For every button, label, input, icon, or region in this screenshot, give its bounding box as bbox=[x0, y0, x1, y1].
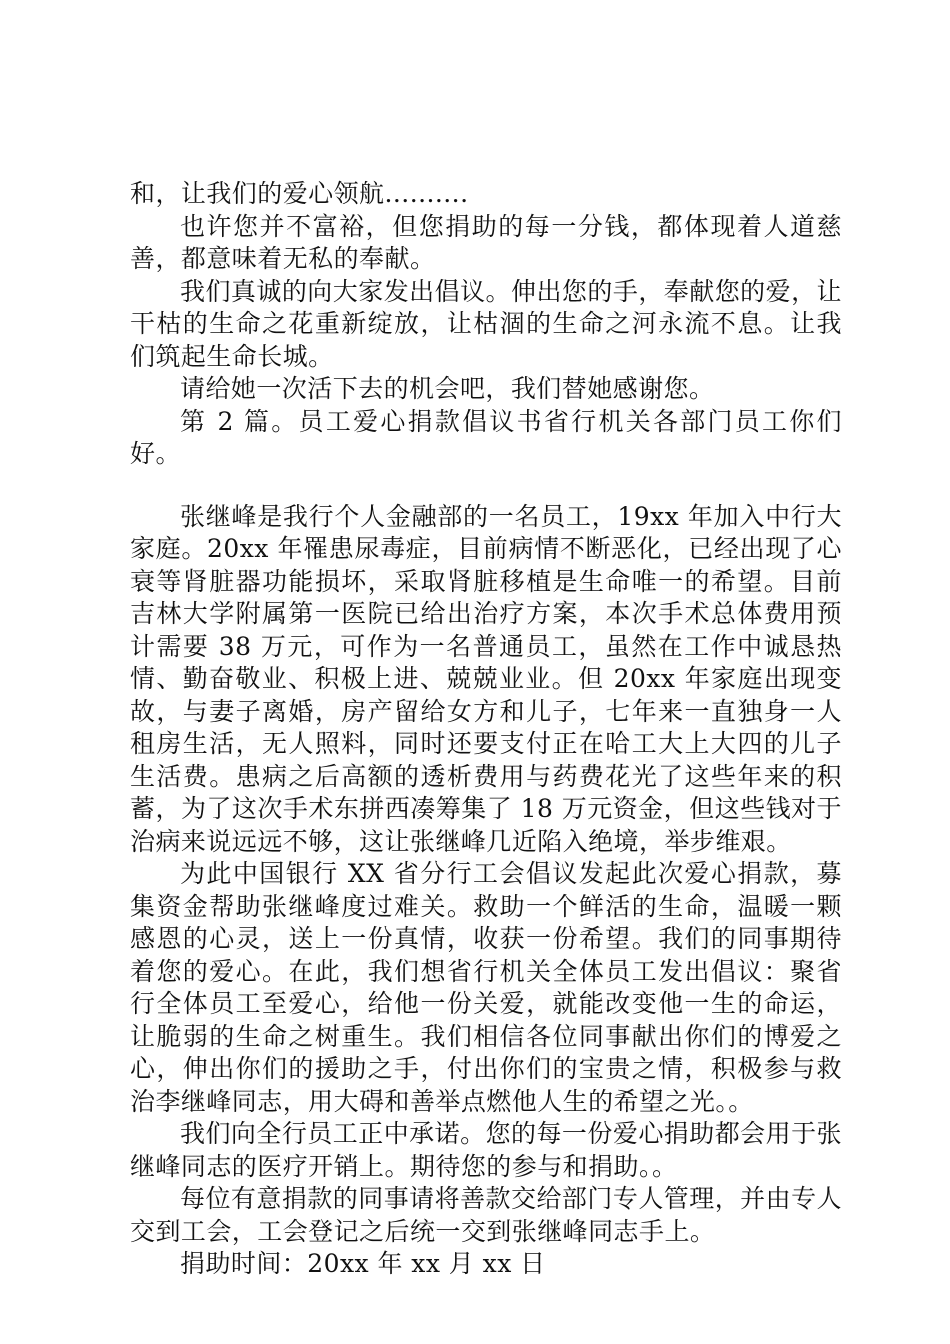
paragraph-continuation: 和，让我们的爱心领航.......... bbox=[130, 179, 469, 208]
paragraph-initiative: 为此中国银行 XX 省分行工会倡议发起此次爱心捐款，募集资金帮助张继峰度过难关。救助一个鲜活的生命，温暖一颗感恩的心灵，送上一份真情，收获一份希望。我们的同事期待着您的爱心。在此，我们想省行机关全体员工发出倡议：聚省行全体员工至爱心，给他一份关爱，就能改变他一生的命运，让脆弱的生命之树重生。我们相信各位同事献出你们的博爱之心，伸出你们的援助之手，付出你们的宝贵之情，积极参与救治李继峰同志，用大碍和善举点燃他人生的希望之光。。 bbox=[130, 859, 842, 1116]
paragraph-donation-meaning: 也许您并不富裕，但您捐助的每一分钱，都体现着人道慈善，都意味着无私的奉献。 bbox=[130, 211, 842, 273]
paragraph-thanks: 请给她一次活下去的机会吧，我们替她感谢您。 bbox=[180, 374, 715, 403]
donation-time: 捐助时间：20xx 年 xx 月 xx 日 bbox=[180, 1249, 546, 1278]
paragraph-commitment: 我们向全行员工正中承诺。您的每一份爱心捐助都会用于张继峰同志的医疗开销上。期待您的参与和捐助。。 bbox=[130, 1119, 842, 1181]
paragraph-procedure: 每位有意捐款的同事请将善款交给部门专人管理，并由专人交到工会，工会登记之后统一交到张继峰同志手上。 bbox=[130, 1184, 842, 1246]
paragraph-background: 张继峰是我行个人金融部的一名员工，19xx 年加入中行大家庭。20xx 年罹患尿毒症，目前病情不断恶化，已经出现了心衰等肾脏器功能损坏，采取肾脏移植是生命唯一的希望。目前吉林大学附属第一医院已给出治疗方案，本次手术总体费用预计需要 38 万元，可作为一名普通员工，虽然在工作中诚恳热情、勤奋敬业、积极上进、兢兢业业。但 20xx 年家庭出现变故，与妻子离婚，房产留给女方和儿子，七年来一直独身一人租房生活，无人照料，同时还要支付正在哈工大上大四的儿子生活费。患病之后高额的透析费用与药费花光了这些年来的积蓄，为了这次手术东拼西凑筹集了 18 万元资金，但这些钱对于治病来说远远不够，这让张继峰几近陷入绝境，举步维艰。 bbox=[130, 501, 842, 856]
paragraph-appeal: 我们真诚的向大家发出倡议。伸出您的手，奉献您的爱，让干枯的生命之花重新绽放，让枯涸的生命之河永流不息。让我们筑起生命长城。 bbox=[130, 276, 842, 371]
document-body bbox=[130, 178, 842, 1281]
section-heading-part-2: 第 2 篇。员工爱心捐款倡议书省行机关各部门员工你们好。 bbox=[130, 406, 842, 468]
blank-line bbox=[130, 471, 842, 501]
